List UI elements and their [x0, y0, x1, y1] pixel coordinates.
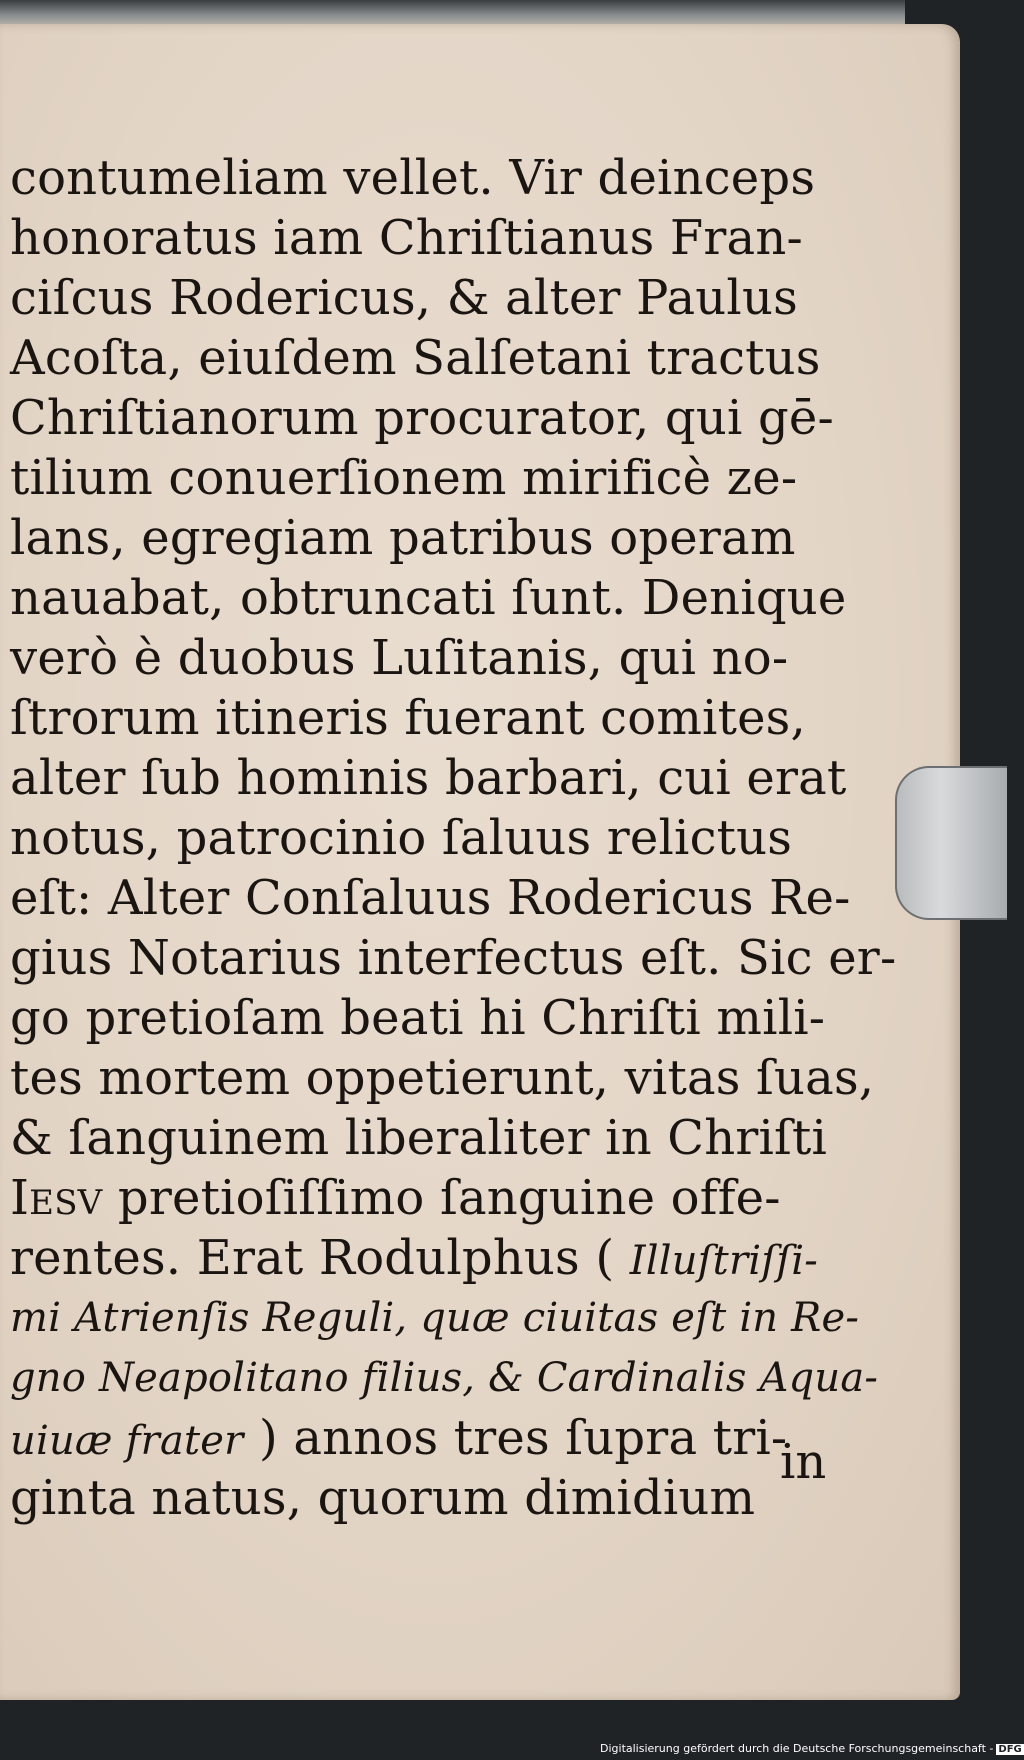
italic-text-line: mi Atrienſis Reguli, quæ ciuitas eſt in Re-: [10, 1295, 860, 1341]
text-line: alter ſub hominis barbari, cui erat: [10, 750, 847, 806]
rentes-italic: Illuſtriſſi-: [629, 1238, 818, 1284]
text-line: honoratus iam Chriſtianus Fran-: [10, 210, 803, 266]
text-line-jesu: [10, 1168, 850, 1228]
text-line: gius Notarius interfectus eſt. Sic er-: [10, 930, 897, 986]
text-line: go pretioſam beati hi Chriſti mili-: [10, 990, 826, 1046]
text-line: tilium conuerſionem mirificè ze-: [10, 450, 798, 506]
jesu-rest: pretioſiſſimo ſanguine offe-: [102, 1170, 781, 1226]
page-clip: [895, 766, 1007, 920]
credit-text: Digitalisierung gefördert durch die Deutsche Forschungsgemeinschaft -: [600, 1742, 994, 1755]
text-line: tes mortem oppetierunt, vitas ſuas,: [10, 1050, 875, 1106]
text-line-frater: [10, 1408, 850, 1468]
text-line: & ſanguinem liberaliter in Chriſti: [10, 1110, 828, 1166]
dfg-logo: DFG: [998, 1744, 1022, 1755]
digitization-credit: [600, 1742, 1022, 1758]
body-text: [10, 148, 897, 1528]
page-top-edge: [0, 0, 905, 26]
text-line: nauabat, obtruncati ſunt. Denique: [10, 570, 847, 626]
italic-text-line: gno Neapolitano filius, & Cardinalis Aqua-: [10, 1355, 879, 1401]
jesu-small-caps: esv: [29, 1170, 103, 1226]
text-line: Chriſtianorum procurator, qui gē-: [10, 390, 834, 446]
catchword: in: [780, 1434, 827, 1490]
text-line: ſtrorum itineris fuerant comites,: [10, 690, 806, 746]
frater-italic: uiuæ frater: [10, 1418, 244, 1464]
frater-roman: ) annos tres ſupra tri-: [243, 1410, 788, 1466]
text-line: eſt: Alter Conſaluus Rodericus Re-: [10, 870, 851, 926]
text-line: verò è duobus Luſitanis, qui no-: [10, 630, 789, 686]
text-line: notus, patrocinio ſaluus relictus: [10, 810, 793, 866]
text-line: ciſcus Rodericus, & alter Paulus: [10, 270, 798, 326]
text-line: lans, egregiam patribus operam: [10, 510, 796, 566]
text-line: Acoſta, eiuſdem Salſetani tractus: [10, 330, 821, 386]
rentes-roman: rentes. Erat Rodulphus (: [10, 1230, 630, 1286]
jesu-initial: I: [10, 1170, 30, 1226]
text-line: contumeliam vellet. Vir deinceps: [10, 150, 816, 206]
text-line-rentes: [10, 1228, 850, 1288]
text-line: ginta natus, quorum dimidium: [10, 1470, 756, 1526]
